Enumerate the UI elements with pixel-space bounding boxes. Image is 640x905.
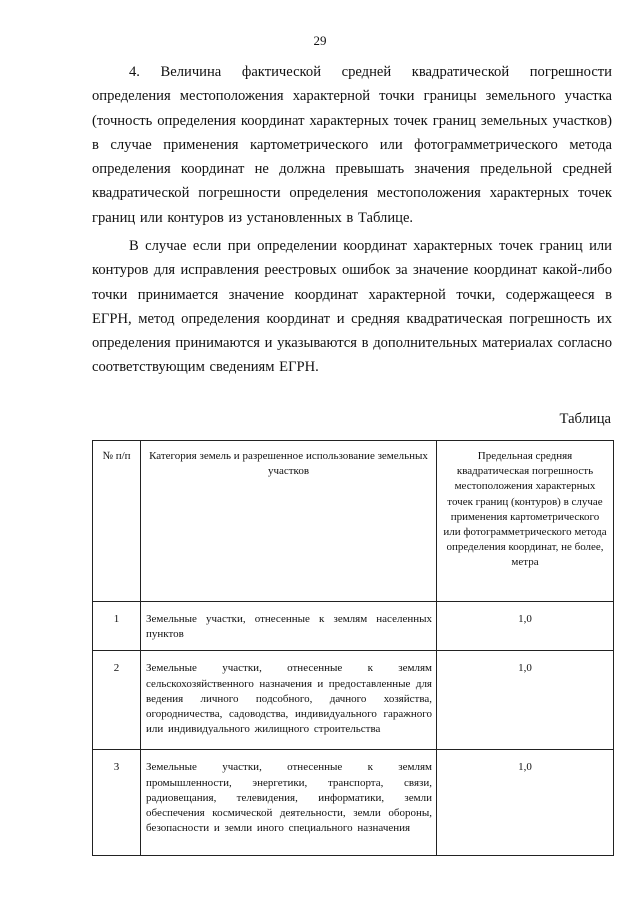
row-category: Земельные участки, отнесенные к землям населенных пунктов <box>141 602 437 651</box>
row-number: 1 <box>93 602 141 651</box>
accuracy-table <box>92 440 614 856</box>
table-header-row <box>93 441 614 602</box>
page-number: 29 <box>313 33 327 48</box>
table-row <box>93 651 614 750</box>
table-row <box>93 750 614 856</box>
paragraph-egrn-correction: В случае если при определении координат характерных точек границ или контуров для исправления реестровых ошибок за значение координат какой-либо точки принимается значение координат характерной точки, содержащееся в ЕГРН, метод определения координат и средняя квадратическая погрешность их определения принимаются и указываются в дополнительных материалах согласно соответствующим сведениям ЕГРН. <box>92 238 612 376</box>
row-category: Земельные участки, отнесенные к землям промышленности, энергетики, транспорта, связи, радиовещания, телевидения, информатики, земли обеспечения космической деятельности, земли обороны, безопасности и земли иного специального назначения <box>141 750 437 856</box>
header-accuracy: Предельная средняя квадратическая погрешность местоположения характерных точек границ (контуров) в случае применения картометрического или фотограмметрического метода определения координат, не более, метра <box>437 441 614 602</box>
table-row <box>93 602 614 651</box>
row-number: 3 <box>93 750 141 856</box>
row-accuracy-value: 1,0 <box>437 750 614 856</box>
paragraph-accuracy-requirement: 4. Величина фактической средней квадратической погрешности определения местоположения характерной точки границы земельного участка (точность определения координат характерных точек границ земельных участков) в случае применения картометрического или фотограмметрического метода определения координат не должна превышать значения предельной средней квадратической погрешности определения местоположения характерных точек границ или контуров из установленных в Таблице. <box>92 64 612 226</box>
header-category: Категория земель и разрешенное использование земельных участков <box>141 441 437 602</box>
row-number: 2 <box>93 651 141 750</box>
header-number: № п/п <box>93 441 141 602</box>
row-accuracy-value: 1,0 <box>437 602 614 651</box>
row-accuracy-value: 1,0 <box>437 651 614 750</box>
table-label: Таблица <box>559 411 611 427</box>
row-category: Земельные участки, отнесенные к землям сельскохозяйственного назначения и предоставленные для ведения личного подсобного, дачного хозяйства, огородничества, садоводства, индивидуального гаражного или индивидуального жилищного строительства <box>141 651 437 750</box>
